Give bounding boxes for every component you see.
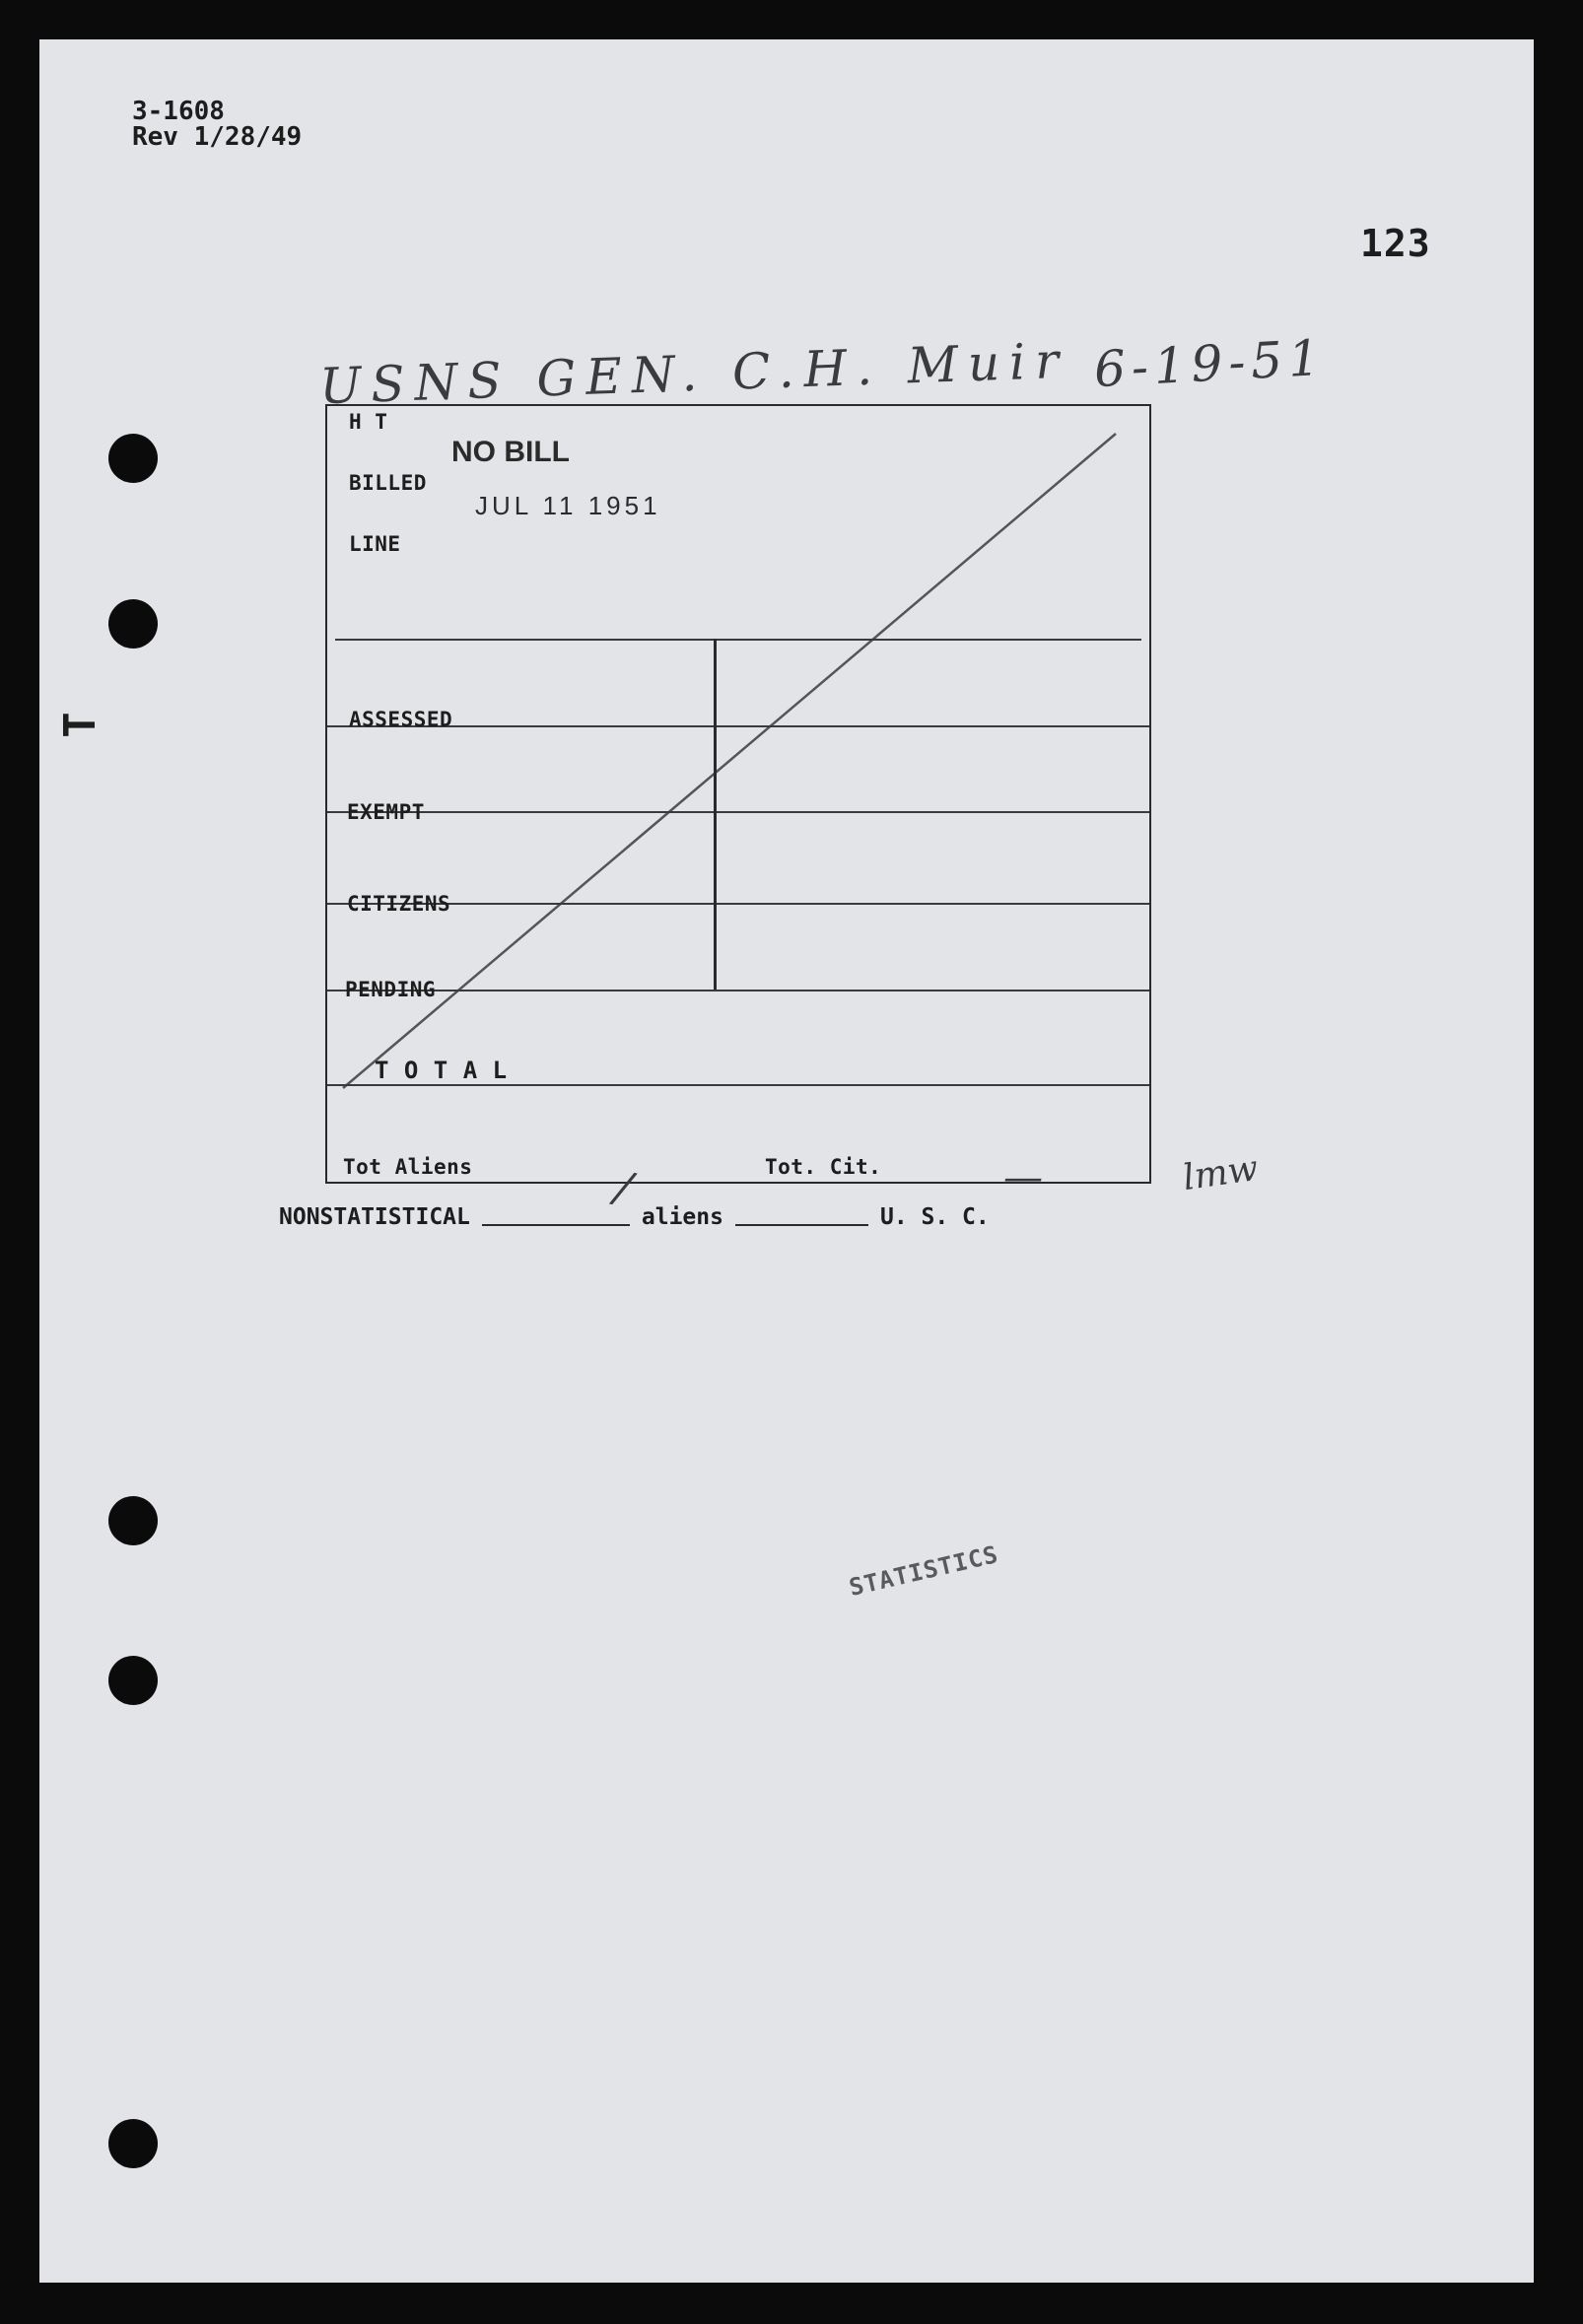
punch-hole [108, 2119, 158, 2168]
form-number: 3-1608 [132, 97, 225, 126]
statistics-stamp: STATISTICS [846, 1539, 1001, 1603]
form-revision: Rev 1/28/49 [132, 122, 303, 152]
handwritten-citizen-count: — [1003, 1155, 1043, 1200]
usc-label: U. S. C. [879, 1204, 990, 1230]
label-total: T O T A L [375, 1057, 508, 1084]
row-divider [327, 811, 1149, 813]
label-assessed: ASSESSED [349, 708, 453, 731]
punch-hole [108, 599, 158, 649]
document-page [39, 39, 1534, 2283]
label-ht: H T [349, 410, 388, 434]
label-citizens: CITIZENS [347, 892, 451, 916]
nonstatistical-line [279, 1204, 990, 1230]
nonstatistical-blank [482, 1224, 630, 1226]
handwritten-date: 6-19-51 [1092, 328, 1328, 399]
handwritten-ship-name: USNS GEN. C.H. Muir [318, 331, 1069, 416]
label-billed: BILLED [349, 471, 427, 495]
margin-mark: T [54, 712, 105, 738]
punch-hole [108, 1656, 158, 1705]
row-divider [327, 990, 1149, 991]
handwritten-initials: lmw [1180, 1147, 1261, 1199]
label-pending: PENDING [345, 978, 437, 1001]
row-divider [327, 1084, 1149, 1086]
row-divider [335, 639, 1141, 641]
page-number: 123 [1360, 222, 1431, 265]
manifest-tally-form [325, 404, 1151, 1184]
column-divider [714, 639, 717, 990]
aliens-label: aliens [641, 1204, 723, 1230]
label-exempt: EXEMPT [347, 800, 425, 824]
handwritten-alien-count: / [610, 1162, 636, 1214]
label-tot-aliens: Tot Aliens [343, 1155, 473, 1179]
nonstatistical-label: NONSTATISTICAL [279, 1204, 470, 1230]
received-date-stamp: JUL 11 1951 [475, 491, 661, 520]
no-bill-stamp: NO BILL [451, 436, 570, 468]
punch-hole [108, 434, 158, 483]
label-line: LINE [349, 532, 401, 556]
punch-hole [108, 1496, 158, 1545]
label-tot-cit: Tot. Cit. [765, 1155, 882, 1179]
aliens-blank [735, 1224, 868, 1226]
